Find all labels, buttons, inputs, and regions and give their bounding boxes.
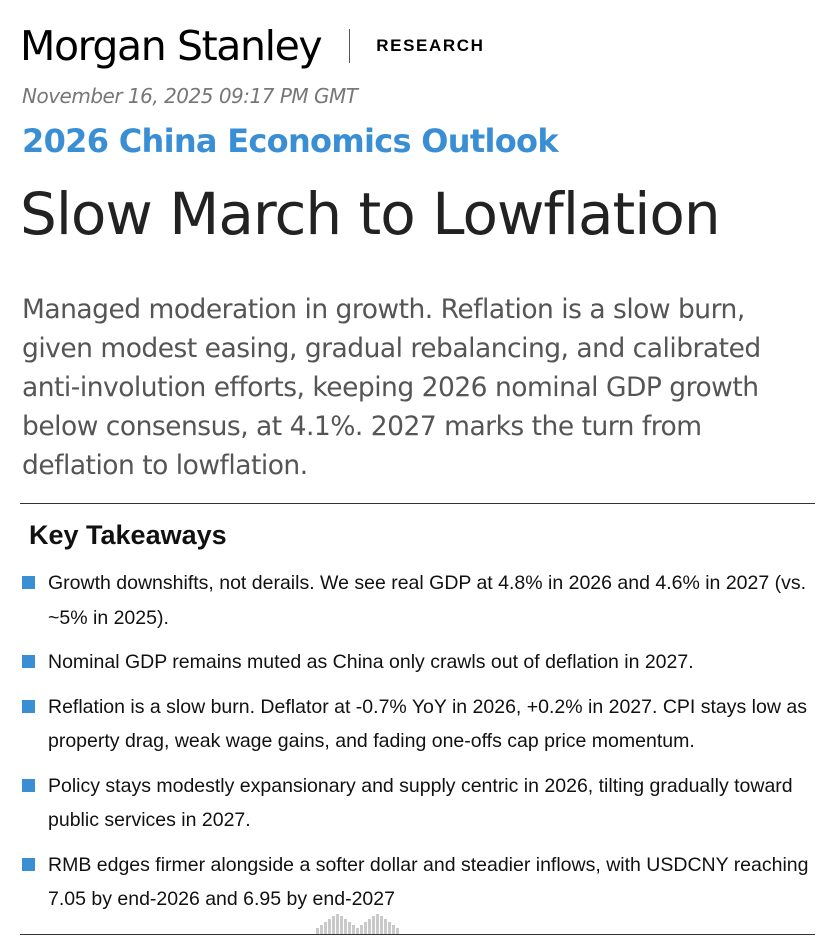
header (20, 18, 484, 74)
list-item (22, 645, 822, 680)
square-bullet-icon (22, 779, 35, 792)
square-bullet-icon (22, 858, 35, 871)
scroll-indicator (316, 912, 516, 934)
header-divider (349, 29, 350, 63)
square-bullet-icon (22, 700, 35, 713)
list-item (22, 690, 822, 759)
takeaway-text: RMB edges firmer alongside a softer dollar and steadier inflows, with USDCNY reaching 7.05 by end-2026 and 6.95 by end-2027 (48, 853, 809, 910)
takeaway-text: Growth downshifts, not derails. We see real GDP at 4.8% in 2026 and 4.6% in 2027 (vs. ~5% in 2025). (48, 572, 807, 629)
list-item (22, 848, 822, 917)
morgan-stanley-logo[interactable]: Morgan Stanley (20, 22, 322, 70)
publish-date: November 16, 2025 09:17 PM GMT (22, 84, 358, 108)
article-summary: Managed moderation in growth. Reflation is a slow burn, given modest easing, gradual rebalancing, and calibrated anti-involution efforts, keeping 2026 nominal GDP growth below consensus, at 4.1%. 2027 marks the turn from deflation to lowflation. (22, 294, 761, 481)
article-title: Slow March to Lowflation (20, 180, 720, 248)
takeaway-text: Nominal GDP remains muted as China only crawls out of deflation in 2027. (48, 651, 694, 673)
takeaway-text: Reflation is a slow burn. Deflator at -0.7% YoY in 2026, +0.2% in 2027. CPI stays low as property drag, weak wage gains, and fading one-offs cap price momentum. (48, 695, 807, 752)
research-label: RESEARCH (376, 36, 485, 55)
divider-top (20, 503, 815, 504)
list-item (22, 566, 822, 635)
section-title[interactable]: 2026 China Economics Outlook (22, 122, 558, 160)
key-takeaways-list (22, 566, 822, 927)
square-bullet-icon (22, 576, 35, 589)
list-item (22, 769, 822, 838)
key-takeaways-heading: Key Takeaways (29, 520, 227, 550)
square-bullet-icon (22, 655, 35, 668)
divider-bottom (20, 934, 815, 935)
takeaway-text: Policy stays modestly expansionary and supply centric in 2026, tilting gradually toward public services in 2027. (48, 774, 793, 831)
